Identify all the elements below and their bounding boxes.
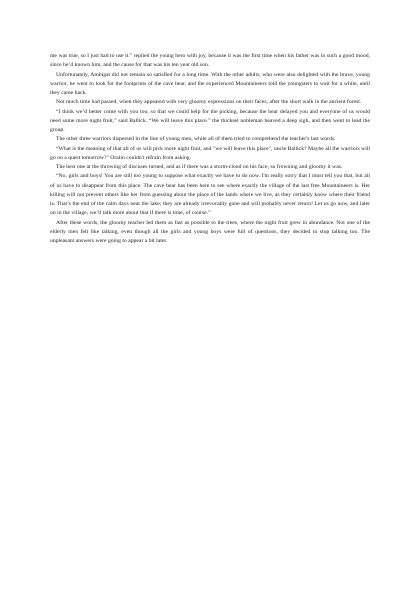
paragraph-9: After these words, the gloomy teacher led them as fast as possible to the trees, where the night fruit grew in abundance. Not one of the elderly men felt like talking, even though all the girls and young boys were full of questions, they decided to stop talking too. The unpleasant answers were going to appear a bit later. [50, 219, 370, 244]
paragraph-1: me was true, so I just had to use it.” replied the young hero with joy, because it was the first time when his father was in such a good mood, since he’d known him, and the cause for that was his ten year old son. [50, 53, 370, 69]
paragraph-4: “I think we’d better come with you too, so that we could help for the picking, because the bear delayed you and everyone of us would need some more night fruit,” said Ballick. “We will leave this place.” the thickset nobleman heaved a deep sigh, and then went to lead the group. [50, 108, 370, 133]
paragraph-2: Unfortunately, Ambigat did not remain so satisfied for a long time. With the other adults, who were also delighted with the brave, young warrior, he went to look for the footprints of the cave bear, and the experienced Mountaineers told the youngsters to wait for a while, until they came back. [50, 71, 370, 96]
paragraph-7: The best one at the throwing of discuses turned, and as if there was a storm-cloud on his face, so frowning and gloomy it was. [56, 164, 343, 170]
paragraph-5: The other three warriors dispersed in the line of young men, while all of them tried to comprehend the teacher's last words. [56, 136, 336, 143]
paragraph-8: “No, girls and boys! You are still too young to suppose what exactly we have to do now. I'm really sorry that I must tell you that, but all of us have to disappear from this place. The cave bear has been here to see where exactly the village of the last free Mountaineers is. Her killing will not prevent others like her from guessing about the place of the lands where we live, as they certainly know where their friend is. That’s the end of the calm days near the lake; they are already irrevocably gone and will probably never return! Let us go now, and later on in the village, we’ll talk more about that if there is time, of course.” [50, 173, 370, 217]
paragraph-3: Not much time had passed, when they appeared with very gloomy expressions on their faces, after the short walk in the ancient forest. [56, 99, 362, 106]
body-text [50, 52, 370, 246]
paragraph-6: “What is the meaning of that all of us will pick more night fruit, and "we will leave this place", uncle Ballick? Maybe all the warriors will go on a quest tomorrow?" Oralin couldn't refrain from asking. [50, 145, 370, 161]
